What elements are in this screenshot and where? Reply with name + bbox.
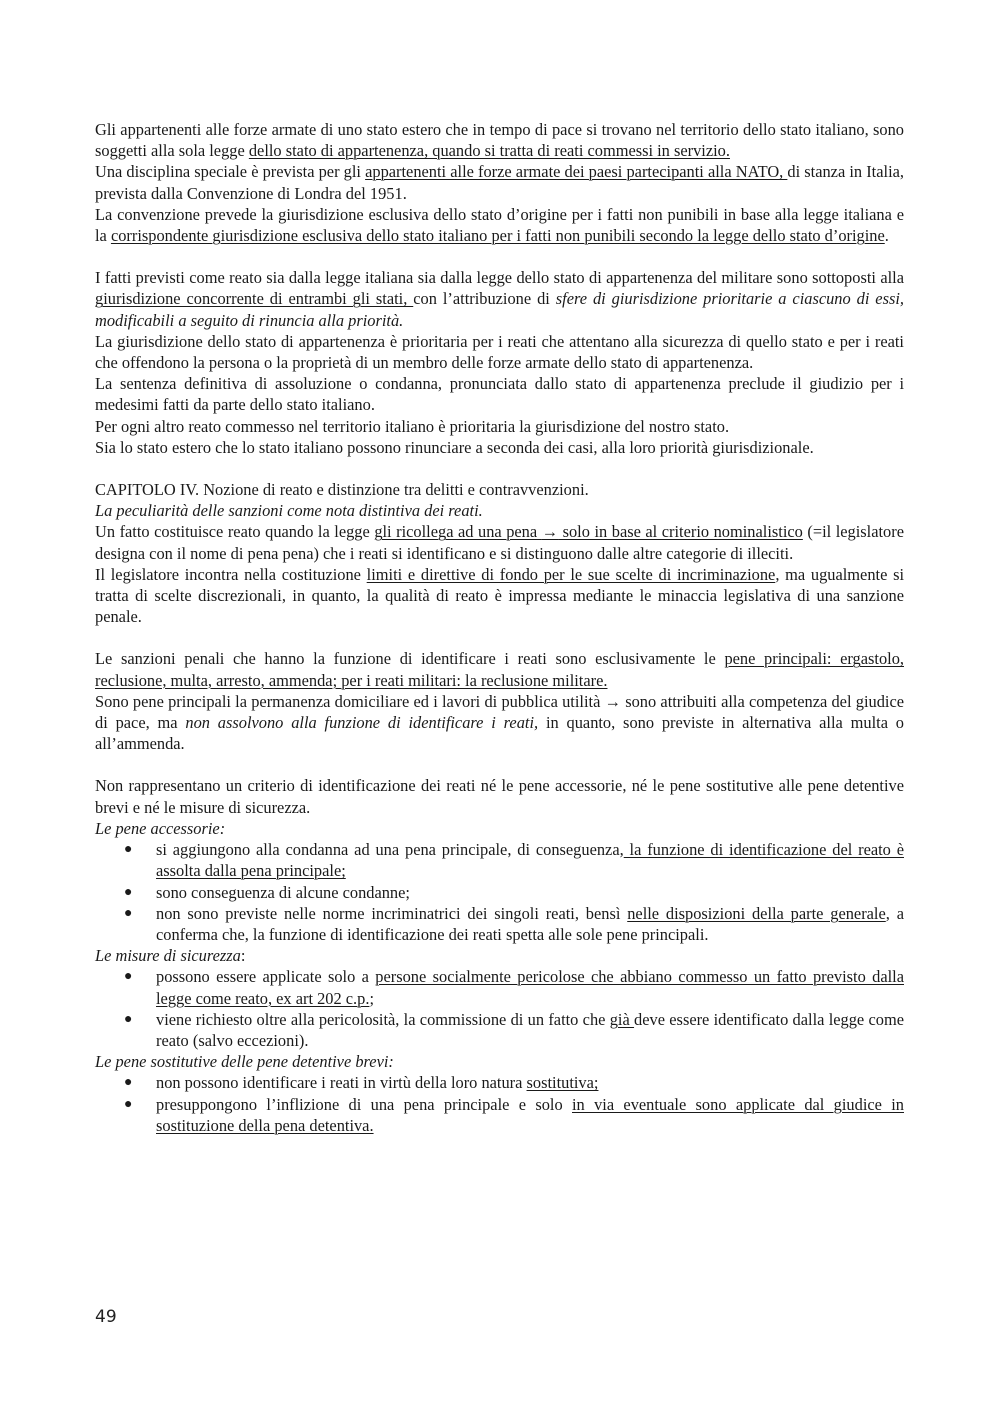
paragraph-nato-discipline — [95, 161, 904, 203]
paragraph-home-detention — [95, 691, 904, 755]
text-run: , a conferma che, la funzione di identificazione dei reati spetta alle sole pene principali. — [156, 903, 904, 944]
text-run: non sono previste nelle norme incriminatrici dei singoli reati, bensì — [156, 903, 628, 923]
underlined-text: limiti e direttive di fondo per le sue scelte di incriminazione — [366, 564, 776, 584]
paragraph-convention — [95, 204, 904, 246]
page-number: 49 — [95, 1307, 117, 1327]
text-run: Il legislatore incontra nella costituzione — [95, 564, 367, 584]
list-item — [95, 882, 904, 903]
italic-text: Le misure di sicurezza — [95, 946, 241, 966]
list-item — [95, 1072, 904, 1093]
bullet-icon: ● — [124, 884, 133, 900]
text-run: Un fatto costituisce reato quando la legge — [95, 522, 375, 542]
bullet-icon: ● — [124, 905, 133, 921]
text-run: gli ricollega ad una pena — [374, 522, 542, 542]
bullet-icon: ● — [124, 969, 133, 985]
paragraph-main-penalties — [95, 648, 904, 690]
list-item — [95, 1094, 904, 1136]
text-run: La convenzione prevede la giurisdizione esclusiva dello stato d’origine per i fatti non punibili in base alla legge italiana e la — [95, 204, 904, 246]
text-run: presuppongono l’inflizione di una pena principale e solo — [156, 1094, 572, 1114]
underlined-text: la funzione di identificazione del reato è assolta dalla pena principale; — [156, 840, 904, 881]
text-run: Gli appartenenti alle forze armate di uno stato estero che in tempo di pace si trovano nel territorio dello stato italiano, sono soggetti alla sola legge — [95, 120, 904, 161]
paragraph-non-identifying-criteria: Non rappresentano un criterio di identificazione dei reati né le pene accessorie, né le pene sostitutive alle pene detentive brevi e né le misure di sicurezza. — [95, 776, 904, 817]
text-run: di stanza in Italia, prevista dalla Convenzione di Londra del 1951. — [95, 162, 904, 203]
paragraph-priority-jurisdiction: La giurisdizione dello stato di appartenenza è prioritaria per i reati che attentano alla sicurezza di quello stato e per i reati che offendono la persona o la proprietà di un membro delle forze armate dello stato di appartenenza. — [95, 331, 904, 373]
page-body — [95, 119, 904, 1136]
underlined-text — [374, 522, 803, 541]
paragraph-nominalistic-criterion — [95, 521, 904, 563]
paragraph-spacer — [95, 246, 904, 267]
paragraph-spacer — [95, 627, 904, 648]
section-heading-security-measures — [95, 945, 904, 966]
list-item — [95, 1009, 904, 1051]
text-run: non possono identificare i reati in virtù della loro natura — [156, 1073, 527, 1093]
text-run: in quanto, sono previste in alternativa alla multa o all’ammenda. — [95, 713, 904, 754]
paragraph-constitution-limits — [95, 564, 904, 628]
bullet-icon: ● — [124, 1096, 133, 1112]
substitute-penalties-list — [95, 1072, 904, 1136]
text-run: Sono pene principali la permanenza domiciliare ed i lavori di pubblica utilità — [95, 691, 605, 711]
text-run: possono essere applicate solo a — [156, 967, 376, 987]
text-run: Le sanzioni penali che hanno la funzione di identificare i reati sono esclusivamente le — [95, 649, 725, 669]
arrow-right-icon: → — [541, 522, 559, 542]
underlined-text: persone socialmente pericolose che abbiano commesso un fatto previsto dalla legge come reato, ex art 202 c.p. — [156, 967, 904, 1008]
text-run: viene richiesto oltre alla pericolosità, la commissione di un fatto che — [156, 1009, 610, 1029]
underlined-text: pene principali: ergastolo, reclusione, multa, arresto, ammenda; per i reati militari: la reclusione militare. — [95, 649, 904, 690]
paragraph-spacer — [95, 458, 904, 479]
bullet-icon: ● — [124, 842, 133, 858]
accessory-penalties-list — [95, 839, 904, 945]
text-run: solo in base al criterio nominalistico — [558, 522, 803, 542]
underlined-text: appartenenti alle forze armate dei paesi partecipanti alla NATO, — [365, 162, 788, 182]
text-run: sono conseguenza di alcune condanne; — [156, 882, 410, 902]
text-run: (=il legislatore designa con il nome di pena pena) che i reati si identificano e si distinguono dalle altre categorie di illeciti. — [95, 522, 904, 563]
underlined-text: corrispondente giurisdizione esclusiva dello stato italiano per i fatti non punibili secondo la legge dello stato d’origine — [110, 226, 885, 246]
bullet-icon: ● — [124, 1075, 133, 1091]
text-run: I fatti previsti come reato sia dalla legge italiana sia dalla legge dello stato di appartenenza del militare sono sottoposti alla — [95, 268, 904, 288]
text-run: con l’attribuzione di — [413, 289, 556, 309]
paragraph-foreign-forces — [95, 119, 904, 161]
underlined-text: nelle disposizioni della parte generale — [627, 903, 886, 923]
underlined-text: in via eventuale sono applicate dal giudice in sostituzione della pena detentiva. — [156, 1094, 904, 1135]
text-run: . — [884, 226, 889, 246]
paragraph-other-crimes: Per ogni altro reato commesso nel territorio italiano è prioritaria la giurisdizione del nostro stato. — [95, 416, 730, 436]
bullet-icon: ● — [124, 1011, 133, 1027]
paragraph-waiver: Sia lo stato estero che lo stato italiano possono rinunciare a seconda dei casi, alla loro priorità giurisdizionale. — [95, 437, 814, 457]
list-item — [95, 966, 904, 1008]
text-run: deve essere identificato dalla legge come reato (salvo eccezioni). — [156, 1009, 904, 1050]
paragraph-spacer — [95, 754, 904, 775]
italic-text: non assolvono alla funzione di identificare i reati, — [185, 713, 539, 733]
text-run: ; — [369, 988, 375, 1008]
underlined-text: dello stato di appartenenza, quando si tratta di reati commessi in servizio. — [248, 141, 730, 161]
paragraph-final-sentence: La sentenza definitiva di assoluzione o condanna, pronunciata dallo stato di appartenenza preclude il giudizio per i medesimi fatti da parte dello stato italiano. — [95, 374, 904, 415]
underlined-text: già — [609, 1009, 635, 1029]
chapter-subheading: La peculiarità delle sanzioni come nota distintiva dei reati. — [95, 501, 483, 521]
text-run: Una disciplina speciale è prevista per gli — [95, 162, 366, 182]
section-heading-accessory-penalties: Le pene accessorie: — [95, 818, 226, 838]
security-measures-list — [95, 966, 904, 1051]
italic-text: sfere di giurisdizione prioritarie a ciascuno di essi, modificabili a seguito di rinuncia alla priorità. — [95, 289, 904, 330]
paragraph-concurrent-jurisdiction — [95, 267, 904, 331]
text-run: sono attribuiti alla competenza del giudice di pace, ma — [95, 691, 904, 733]
text-run: si aggiungono alla condanna ad una pena principale, di conseguenza, — [156, 840, 624, 860]
section-heading-substitute-penalties: Le pene sostitutive delle pene detentive brevi: — [95, 1052, 394, 1072]
list-item — [95, 839, 904, 881]
arrow-right-icon: → — [604, 691, 621, 711]
text-run: : — [240, 946, 246, 966]
list-item — [95, 903, 904, 945]
chapter-heading: CAPITOLO IV. Nozione di reato e distinzione tra delitti e contravvenzioni. — [95, 480, 589, 500]
underlined-text: giurisdizione concorrente di entrambi gli stati, — [95, 289, 414, 309]
underlined-text: sostitutiva; — [526, 1073, 599, 1093]
text-run: , ma ugualmente si tratta di scelte discrezionali, in quanto, la qualità di reato è impressa mediante le minaccia legislativa di una sanzione penale. — [95, 564, 905, 627]
